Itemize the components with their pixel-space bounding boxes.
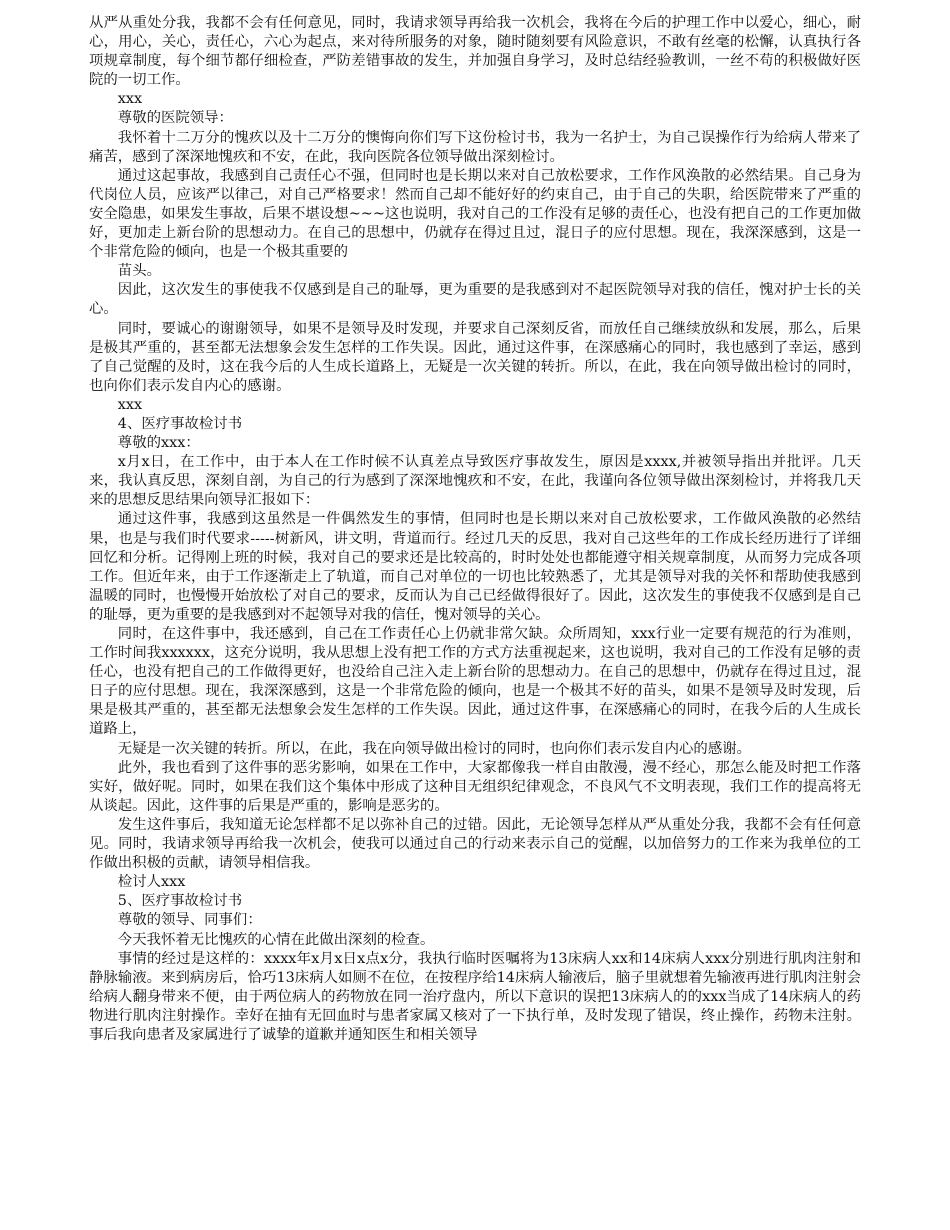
paragraph: 此外，我也看到了这件事的恶劣影响，如果在工作中，大家都像我一样自由散漫，漫不经心，那怎么能及时把工作落实好，做好呢。同时，如果在我们这个集体中形成了这种目无组织纪律观念，不良风气不文明表现，我们工作的提高将无从谈起。因此，这件事的后果是严重的，影响是恶劣的。 bbox=[89, 759, 861, 814]
paragraph: 从严从重处分我，我都不会有任何意见，同时，我请求领导再给我一次机会，我将在今后的护理工作中以爱心，细心，耐心，用心，关心，责任心，六心为起点，来对待所服务的对象，随时随刻要有风险意识，不敢有丝毫的松懈，认真执行各项规章制度，每个细节都仔细检查，严防差错事故的发生，并加强自身学习，及时总结经验教训，一丝不苟的积极做好医院的一切工作。 bbox=[89, 15, 861, 89]
paragraph: 同时，要诚心的谢谢领导，如果不是领导及时发现，并要求自己深刻反省，而放任自己继续放纵和发展，那么，后果是极其严重的，甚至都无法想象会发生怎样的工作失误。因此，通过这件事，在深感痛心的同时，我也感到了幸运，感到了自己觉醒的及时，这在我今后的人生成长道路上，无疑是一次关键的转折。所以，在此，我在向领导做出检讨的同时，也向你们表示发自内心的感谢。 bbox=[89, 320, 861, 394]
salutation: 尊敬的领导、同事们： bbox=[117, 912, 262, 929]
section-heading: 5、医疗事故检讨书 bbox=[117, 893, 243, 910]
signature-line: xxx bbox=[117, 91, 143, 108]
section-heading: 4、医疗事故检讨书 bbox=[117, 415, 243, 432]
salutation: 尊敬的医院领导： bbox=[117, 110, 233, 127]
paragraph: 通过这件事，我感到这虽然是一件偶然发生的事情，但同时也是长期以来对自己放松要求，工作做风涣散的必然结果，也是与我们时代要求-----树新风，讲文明，背道而行。经过几天的反思，我对自己这些年的工作成长经历进行了详细回忆和分析。记得刚上班的时候，我对自己的要求还是比较高的，时时处处也都能遵守相关规章制度，从而努力完成各项工作。但近年来，由于工作逐渐走上了轨道，而自己对单位的一切也比较熟悉了，尤其是领导对我的关怀和帮助使我感到温暖的同时，也慢慢开始放松了对自己的要求，反而认为自己已经做得很好了。因此，这次发生的事使我不仅感到是自己的耻辱，更为重要的是我感到对不起领导对我的信任，愧对领导的关心。 bbox=[89, 511, 861, 623]
paragraph: 发生这件事后，我知道无论怎样都不足以弥补自己的过错。因此，无论领导怎样从严从重处分我，我都不会有任何意见。同时，我请求领导再给我一次机会，使我可以通过自己的行动来表示自己的觉醒，以加倍努力的工作来为我单位的工作做出积极的贡献，请领导相信我。 bbox=[89, 816, 861, 872]
paragraph: 苗头。 bbox=[117, 263, 161, 280]
paragraph: 今天我怀着无比愧疚的心情在此做出深刻的检查。 bbox=[117, 931, 435, 948]
paragraph: x月x日，在工作中，由于本人在工作时候不认真差点导致医疗事故发生，原因是xxxx,并被领导指出并批评。几天来，我认真反思，深刻自剖，为自己的行为感到了深深地愧疚和不安，在此，我谨向各位领导做出深刻检讨，并将我几天来的思想反思结果向领导汇报如下： bbox=[89, 454, 861, 509]
signature-line: 检讨人xxx bbox=[117, 874, 186, 891]
paragraph: 因此，这次发生的事使我不仅感到是自己的耻辱，更为重要的是我感到对不起医院领导对我的信任，愧对护士长的关心。 bbox=[89, 282, 861, 318]
paragraph: 通过这起事故，我感到自己责任心不强，但同时也是长期以来对自己放松要求，工作作风涣散的必然结果。自己身为代岗位人员，应该严以律己，对自己严格要求！然而自己却不能好好的约束自己，由于自己的失职，给医院带来了严重的安全隐患，如果发生事故，后果不堪设想~~~这也说明，我对自己的工作没有足够的责任心，也没有把自己的工作更加做好，更加走上新台阶的思想动力。在自己的思想中，仍就存在得过且过，混日子的应付思想。现在，我深深感到，这是一个非常危险的倾向，也是一个极其重要的 bbox=[89, 167, 861, 261]
salutation: 尊敬的xxx： bbox=[117, 435, 200, 452]
paragraph: 无疑是一次关键的转折。所以，在此，我在向领导做出检讨的同时，也向你们表示发自内心的感谢。 bbox=[117, 740, 751, 757]
signature-line: xxx bbox=[117, 396, 143, 413]
paragraph: 我怀着十二万分的愧疚以及十二万分的懊悔向你们写下这份检讨书，我为一名护士，为自己误操作行为给病人带来了痛苦，感到了深深地愧疚和不安，在此，我向医院各位领导做出深刻检讨。 bbox=[89, 129, 861, 165]
paragraph: 事情的经过是这样的：xxxx年x月x日x点x分，我执行临时医嘱将为13床病人xx和14床病人xxx分别进行肌肉注射和静脉输液。来到病房后，恰巧13床病人如厕不在位，在按程序给14床病人输液后，脑子里就想着先输液再进行肌肉注射会给病人翻身带来不便，由于两位病人的药物放在同一治疗盘内，所以下意识的误把13床病人的的xxx当成了14床病人的药物进行肌肉注射操作。幸好在抽有无回血时与患者家属又核对了一下执行单，及时发现了错误，终止操作，药物未注射。事后我向患者及家属进行了诚挚的道歉并通知医生和相关领导 bbox=[89, 950, 861, 1043]
paragraph: 同时，在这件事中，我还感到，自己在工作责任心上仍就非常欠缺。众所周知，xxx行业一定要有规范的行为准则，工作时间我xxxxxx，这充分说明，我从思想上没有把工作的方式方法重视起来，这也说明，我对自己的工作没有足够的责任心，也没有把自己的工作做得更好，也没给自己注入走上新台阶的思想动力。在自己的思想中，仍就存在得过且过，混日子的应付思想。现在，我深深感到，这是一个非常危险的倾向，也是一个极其不好的苗头，如果不是领导及时发现，后果是极其严重的，甚至都无法想象会发生怎样的工作失误。因此，通过这件事，在深感痛心的同时，在我今后的人生成长道路上， bbox=[89, 626, 861, 738]
